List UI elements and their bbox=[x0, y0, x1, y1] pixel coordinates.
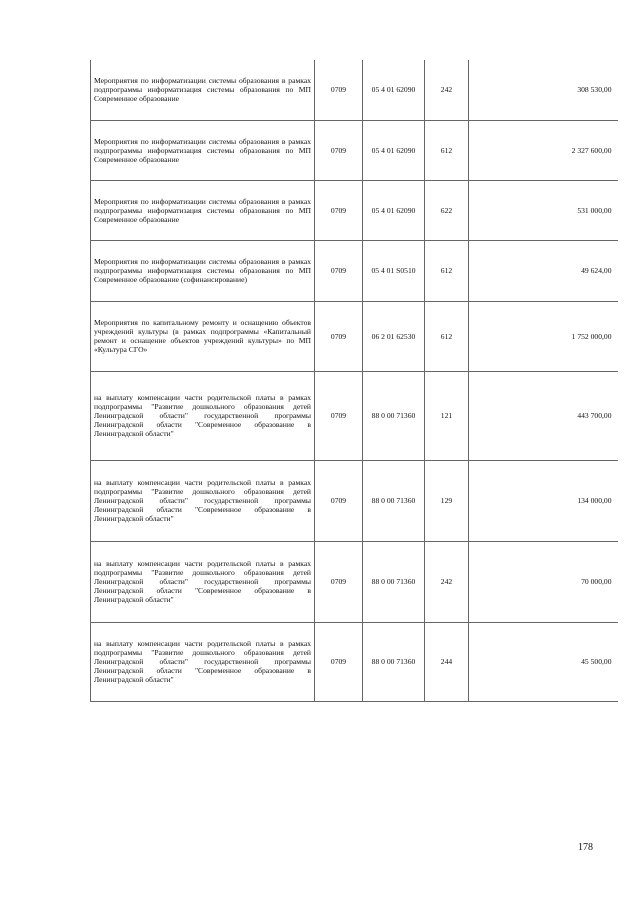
row-expense-type: 121 bbox=[425, 371, 469, 460]
table-row bbox=[91, 371, 618, 460]
row-section-code: 0709 bbox=[315, 60, 363, 120]
row-target-code: 88 0 00 71360 bbox=[363, 460, 425, 541]
row-description: Мероприятия по капитальному ремонту и оснащению объектов учреждений культуры (в рамках подпрограммы «Капитальный ремонт и оснащение объектов учреждений культуры» по МП «Культура СГО» bbox=[91, 301, 315, 371]
page-number: 178 bbox=[578, 842, 593, 853]
row-amount: 70 000,00 bbox=[469, 541, 618, 622]
row-amount: 531 000,00 bbox=[469, 180, 618, 240]
table-row bbox=[91, 120, 618, 180]
row-section-code: 0709 bbox=[315, 460, 363, 541]
row-amount: 443 700,00 bbox=[469, 371, 618, 460]
row-expense-type: 242 bbox=[425, 60, 469, 120]
row-target-code: 06 2 01 62530 bbox=[363, 301, 425, 371]
row-expense-type: 242 bbox=[425, 541, 469, 622]
row-target-code: 05 4 01 62090 bbox=[363, 60, 425, 120]
row-description: на выплату компенсации части родительской платы в рамках подпрограммы "Развитие дошкольного образования детей Ленинградской области" государственной программы Ленинградской области "Современное образование в Ленинградской области" bbox=[91, 371, 315, 460]
row-expense-type: 612 bbox=[425, 120, 469, 180]
row-target-code: 88 0 00 71360 bbox=[363, 541, 425, 622]
row-expense-type: 129 bbox=[425, 460, 469, 541]
row-target-code: 88 0 00 71360 bbox=[363, 622, 425, 701]
table-row bbox=[91, 460, 618, 541]
row-amount: 45 500,00 bbox=[469, 622, 618, 701]
row-description: на выплату компенсации части родительской платы в рамках подпрограммы "Развитие дошкольного образования детей Ленинградской области" государственной программы Ленинградской области "Современное образование в Ленинградской области" bbox=[91, 460, 315, 541]
row-expense-type: 244 bbox=[425, 622, 469, 701]
row-amount: 2 327 600,00 bbox=[469, 120, 618, 180]
row-target-code: 05 4 01 62090 bbox=[363, 180, 425, 240]
row-amount: 49 624,00 bbox=[469, 240, 618, 301]
row-section-code: 0709 bbox=[315, 180, 363, 240]
table-row bbox=[91, 240, 618, 301]
row-section-code: 0709 bbox=[315, 301, 363, 371]
row-expense-type: 622 bbox=[425, 180, 469, 240]
table-row bbox=[91, 180, 618, 240]
table-row bbox=[91, 301, 618, 371]
row-section-code: 0709 bbox=[315, 541, 363, 622]
row-amount: 1 752 000,00 bbox=[469, 301, 618, 371]
row-section-code: 0709 bbox=[315, 622, 363, 701]
row-amount: 308 530,00 bbox=[469, 60, 618, 120]
row-section-code: 0709 bbox=[315, 371, 363, 460]
row-section-code: 0709 bbox=[315, 120, 363, 180]
row-description: Мероприятия по информатизации системы образования в рамках подпрограммы информатизация системы образования по МП Современное образование (софинансирование) bbox=[91, 240, 315, 301]
row-expense-type: 612 bbox=[425, 240, 469, 301]
row-target-code: 05 4 01 62090 bbox=[363, 120, 425, 180]
row-description: Мероприятия по информатизации системы образования в рамках подпрограммы информатизация системы образования по МП Современное образование bbox=[91, 180, 315, 240]
row-description: Мероприятия по информатизации системы образования в рамках подпрограммы информатизация системы образования по МП Современное образование bbox=[91, 120, 315, 180]
table-row bbox=[91, 541, 618, 622]
row-description: Мероприятия по информатизации системы образования в рамках подпрограммы информатизация системы образования по МП Современное образование bbox=[91, 60, 315, 120]
row-amount: 134 000,00 bbox=[469, 460, 618, 541]
table-row bbox=[91, 622, 618, 701]
table-row bbox=[91, 60, 618, 120]
row-expense-type: 612 bbox=[425, 301, 469, 371]
row-section-code: 0709 bbox=[315, 240, 363, 301]
row-target-code: 05 4 01 S0510 bbox=[363, 240, 425, 301]
row-target-code: 88 0 00 71360 bbox=[363, 371, 425, 460]
row-description: на выплату компенсации части родительской платы в рамках подпрограммы "Развитие дошкольного образования детей Ленинградской области" государственной программы Ленинградской области "Современное образование в Ленинградской области" bbox=[91, 541, 315, 622]
row-description: на выплату компенсации части родительской платы в рамках подпрограммы "Развитие дошкольного образования детей Ленинградской области" государственной программы Ленинградской области "Современное образование в Ленинградской области" bbox=[91, 622, 315, 701]
budget-table bbox=[90, 60, 618, 702]
